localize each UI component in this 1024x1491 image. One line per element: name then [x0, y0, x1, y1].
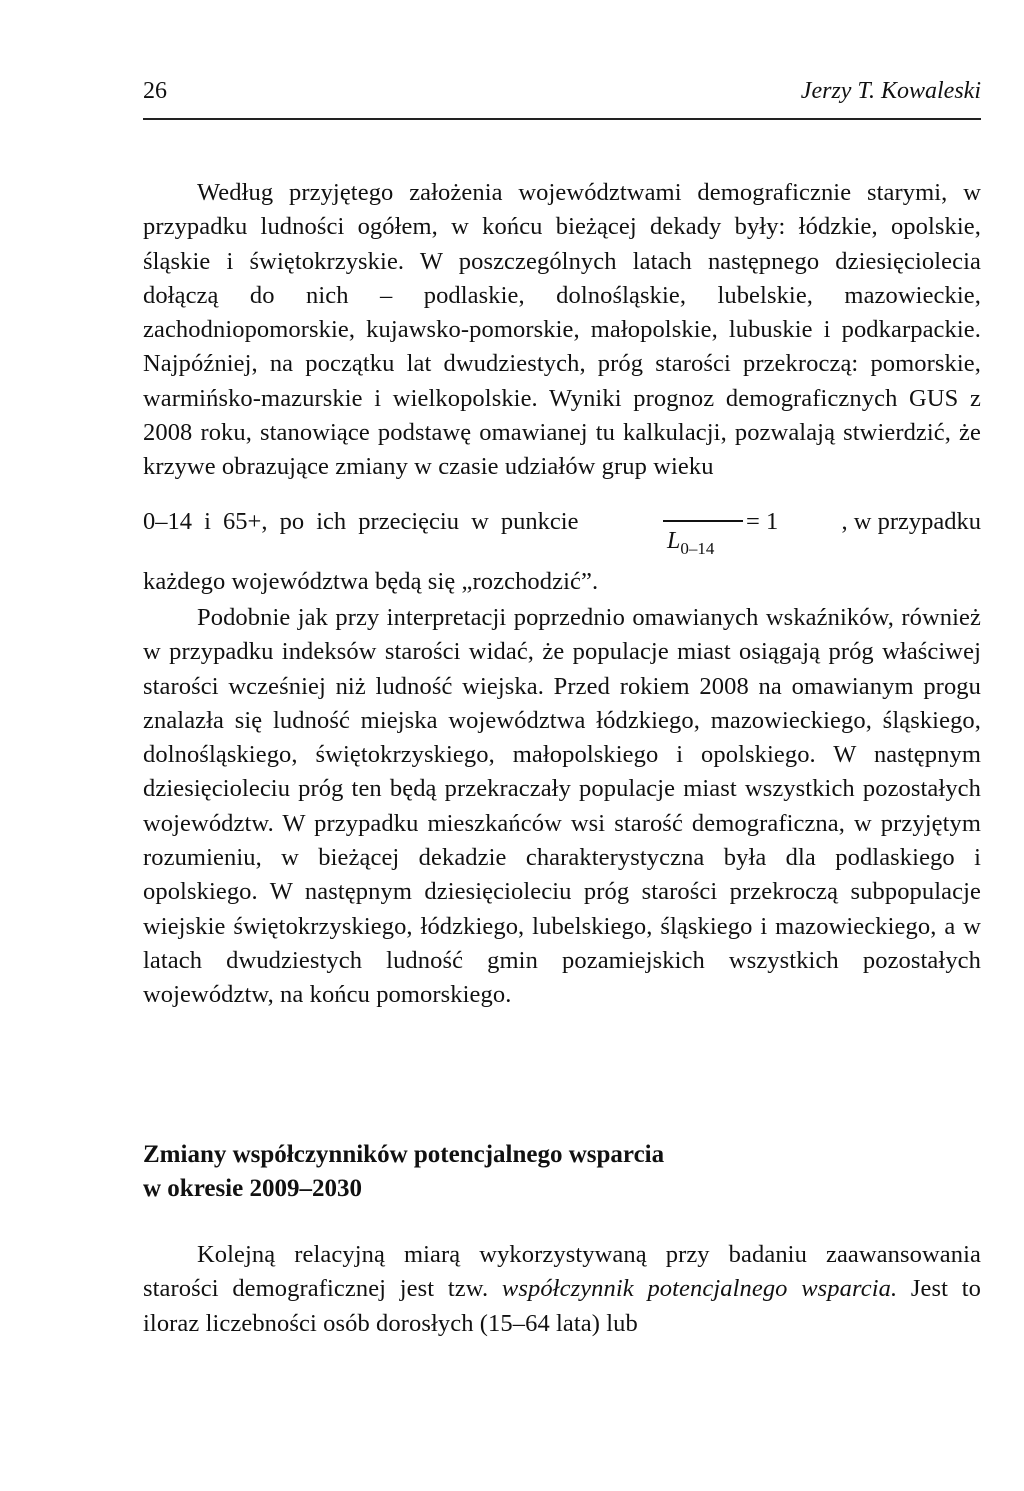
denominator-subscript: 0–14 — [680, 538, 715, 558]
paragraph-2: Podobnie jak przy interpretacji poprzednio omawianych wskaźników, również w przypadku indeksów starości widać, że populacje miast osiągają próg właściwej starości wcześniej niż ludność wiejska. Przed rokiem 2008 na omawianym progu znalazła się ludność miejska województwa łódzkiego, mazowieckiego, śląskiego, dolnośląskiego, świętokrzyskiego, małopolskiego i opolskiego. W następnym dziesięcioleciu próg ten będą przekraczały populacje miast wszystkich pozostałych województw. W przypadku mieszkańców wsi starość demograficzna, w przyjętym rozumieniu, w bieżącej dekadzie charakterystyczna była dla podlaskiego i opolskiego. W następnym dziesięcioleciu próg starości przekroczą subpopulacje wiejskie świętokrzyskiego, łódzkiego, lubelskiego, śląskiego i mazowieckiego, a w latach dwudziestych ludność gmin pozamiejskich wszystkich pozostałych województw, na końcu pomorskiego. — [143, 604, 981, 1009]
section-heading-line-1: Zmiany współczynników potencjalnego wsparcia — [143, 1141, 665, 1168]
formula-equals: = 1 — [746, 508, 779, 535]
formula-text-before: 0–14 i 65+, po ich przecięciu w punkcie — [143, 508, 579, 535]
paragraph-1: Według przyjętego założenia województwami demograficznie starymi, w przypadku ludności ogółem, w końcu bieżącej dekady były: łódzkie, opolskie, śląskie i świętokrzyskie. W poszczególnych latach następnego dziesięciolecia dołączą do nich – podlaskie, dolnośląskie, lubelskie, mazowieckie, zachodniopomorskie, kujawsko-pomorskie, małopolskie, lubuskie i podkarpackie. Najpóźniej, na początku lat dwudziestych, próg starości przekroczą: pomorskie, warmińsko-mazurskie i wielkopolskie. Wyniki prognoz demograficznych GUS z 2008 roku, stanowiące podstawę omawianej tu kalkulacji, pozwalają stwierdzić, że krzywe obrazujące zmiany w czasie udziałów grup wieku — [143, 179, 981, 481]
paragraph-3-after: Jest to iloraz liczebności osób dorosłych (15–64 lata) lub — [143, 1275, 981, 1337]
paragraph-1-end: każdego województwa będą się „rozchodzić”. — [143, 568, 599, 595]
fraction-bar — [663, 520, 743, 522]
paragraph-3-before: Kolejną relacyjną miarą wykorzystywaną przy badaniu zaawansowania starości demograficznej jest tzw. — [143, 1241, 981, 1303]
formula-text-after: , w przypadku — [841, 508, 981, 535]
section-heading-line-2: w okresie 2009–2030 — [143, 1175, 362, 1202]
page-number: 26 — [143, 78, 167, 104]
formula-line — [143, 502, 981, 562]
paragraph-3-term: współczynnik potencjalnego wsparcia. — [501, 1275, 898, 1303]
paragraph-3 — [143, 1238, 981, 1341]
denominator-symbol: L — [667, 528, 681, 554]
page-header — [143, 78, 981, 120]
section-heading — [143, 1138, 981, 1206]
running-head: Jerzy T. Kowaleski — [800, 78, 981, 104]
fraction-denominator — [667, 528, 714, 559]
